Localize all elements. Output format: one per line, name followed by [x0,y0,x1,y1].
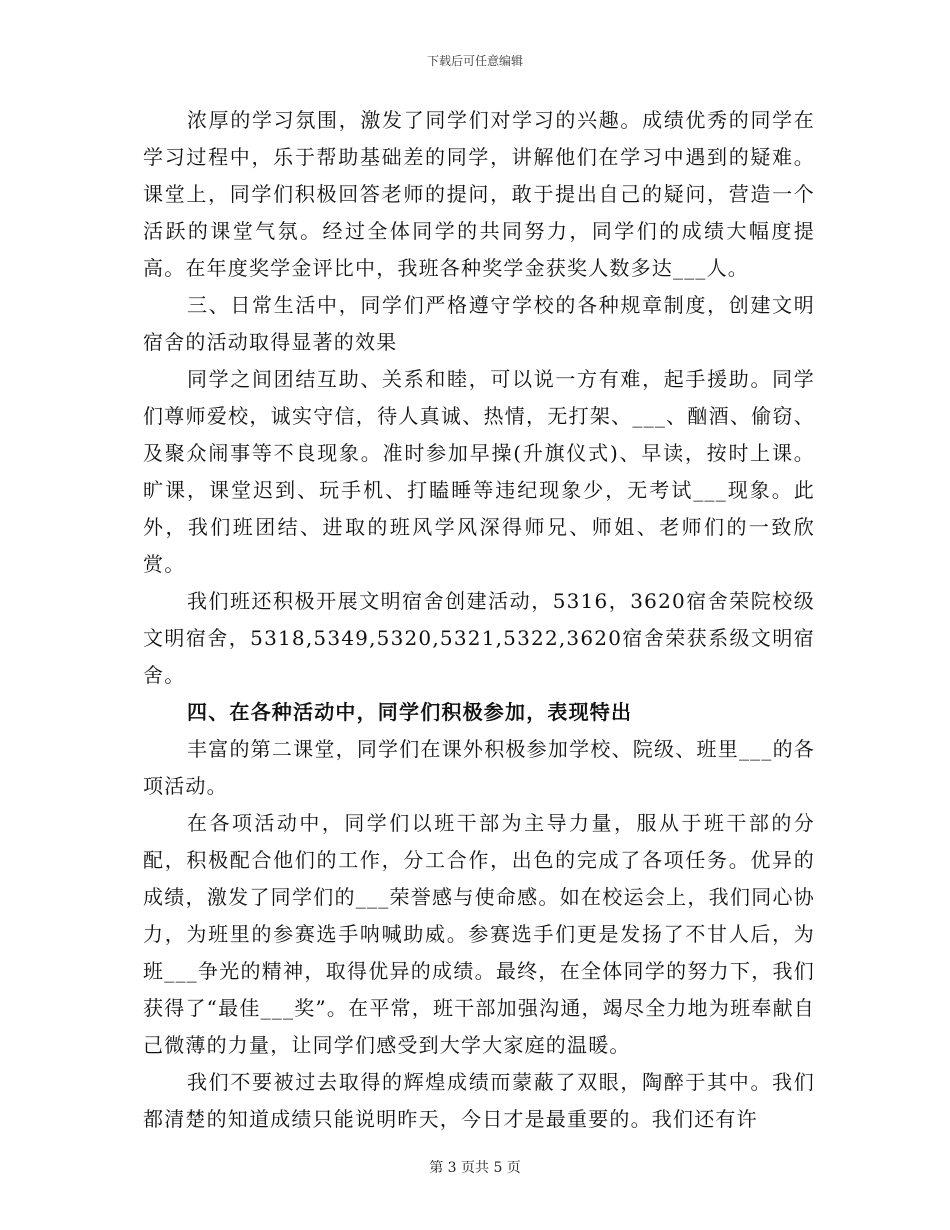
document-body [143,102,815,1138]
section-heading-daily-life: 三、日常生活中，同学们严格遵守学校的各种规章制度，创建文明宿舍的活动取得显著的效果 [143,293,815,354]
section-heading-activities: 四、在各种活动中，同学们积极参加，表现特出 [187,700,633,724]
paragraph-study-atmosphere: 浓厚的学习氛围，激发了同学们对学习的兴趣。成绩优秀的同学在学习过程中，乐于帮助基础差的同学，讲解他们在学习中遇到的疑难。课堂上，同学们积极回答老师的提问，敢于提出自己的疑问，营造一个活跃的课堂气氛。经过全体同学的共同努力，同学们的成绩大幅度提高。在年度奖学金评比中，我班各种奖学金获奖人数多达___人。 [143,108,815,280]
paragraph-class-cadres: 在各项活动中，同学们以班干部为主导力量，服从于班干部的分配，积极配合他们的工作，分工合作，出色的完成了各项任务。优异的成绩，激发了同学们的___荣誉感与使命感。如在校运会上，我们同心协力，为班里的参赛选手呐喊助威。参赛选手们更是发扬了不甘人后，为班___争光的精神，取得优异的成绩。最终，在全体同学的努力下，我们获得了“最佳___奖”。在平常，班干部加强沟通，竭尽全力地为班奉献自己微薄的力量，让同学们感受到大学大家庭的温暖。 [143,811,815,1057]
paragraph-second-classroom: 丰富的第二课堂，同学们在课外积极参加学校、院级、班里___的各项活动。 [143,737,815,798]
paragraph-looking-forward: 我们不要被过去取得的辉煌成绩而蒙蔽了双眼，陶醉于其中。我们都清楚的知道成绩只能说明昨天，今日才是最重要的。我们还有许 [143,1070,815,1131]
page-header-note: 下载后可任意编辑 [426,54,523,68]
page-number-footer: 第 3 页共 5 页 [429,1160,521,1176]
paragraph-dormitory-awards: 我们班还积极开展文明宿舍创建活动，5316，3620宿舍荣院校级文明宿舍，5318,5349,5320,5321,5322,3620宿舍荣获系级文明宿舍。 [143,589,815,687]
paragraph-unity-discipline: 同学之间团结互助、关系和睦，可以说一方有难，起手援助。同学们尊师爱校，诚实守信，待人真诚、热情，无打架、___、酗酒、偷窃、及聚众闹事等不良现象。准时参加早操(升旗仪式)、早读，按时上课。旷课，课堂迟到、玩手机、打瞌睡等违纪现象少，无考试___现象。此外，我们班团结、进取的班风学风深得师兄、师姐、老师们的一致欣赏。 [143,367,815,576]
